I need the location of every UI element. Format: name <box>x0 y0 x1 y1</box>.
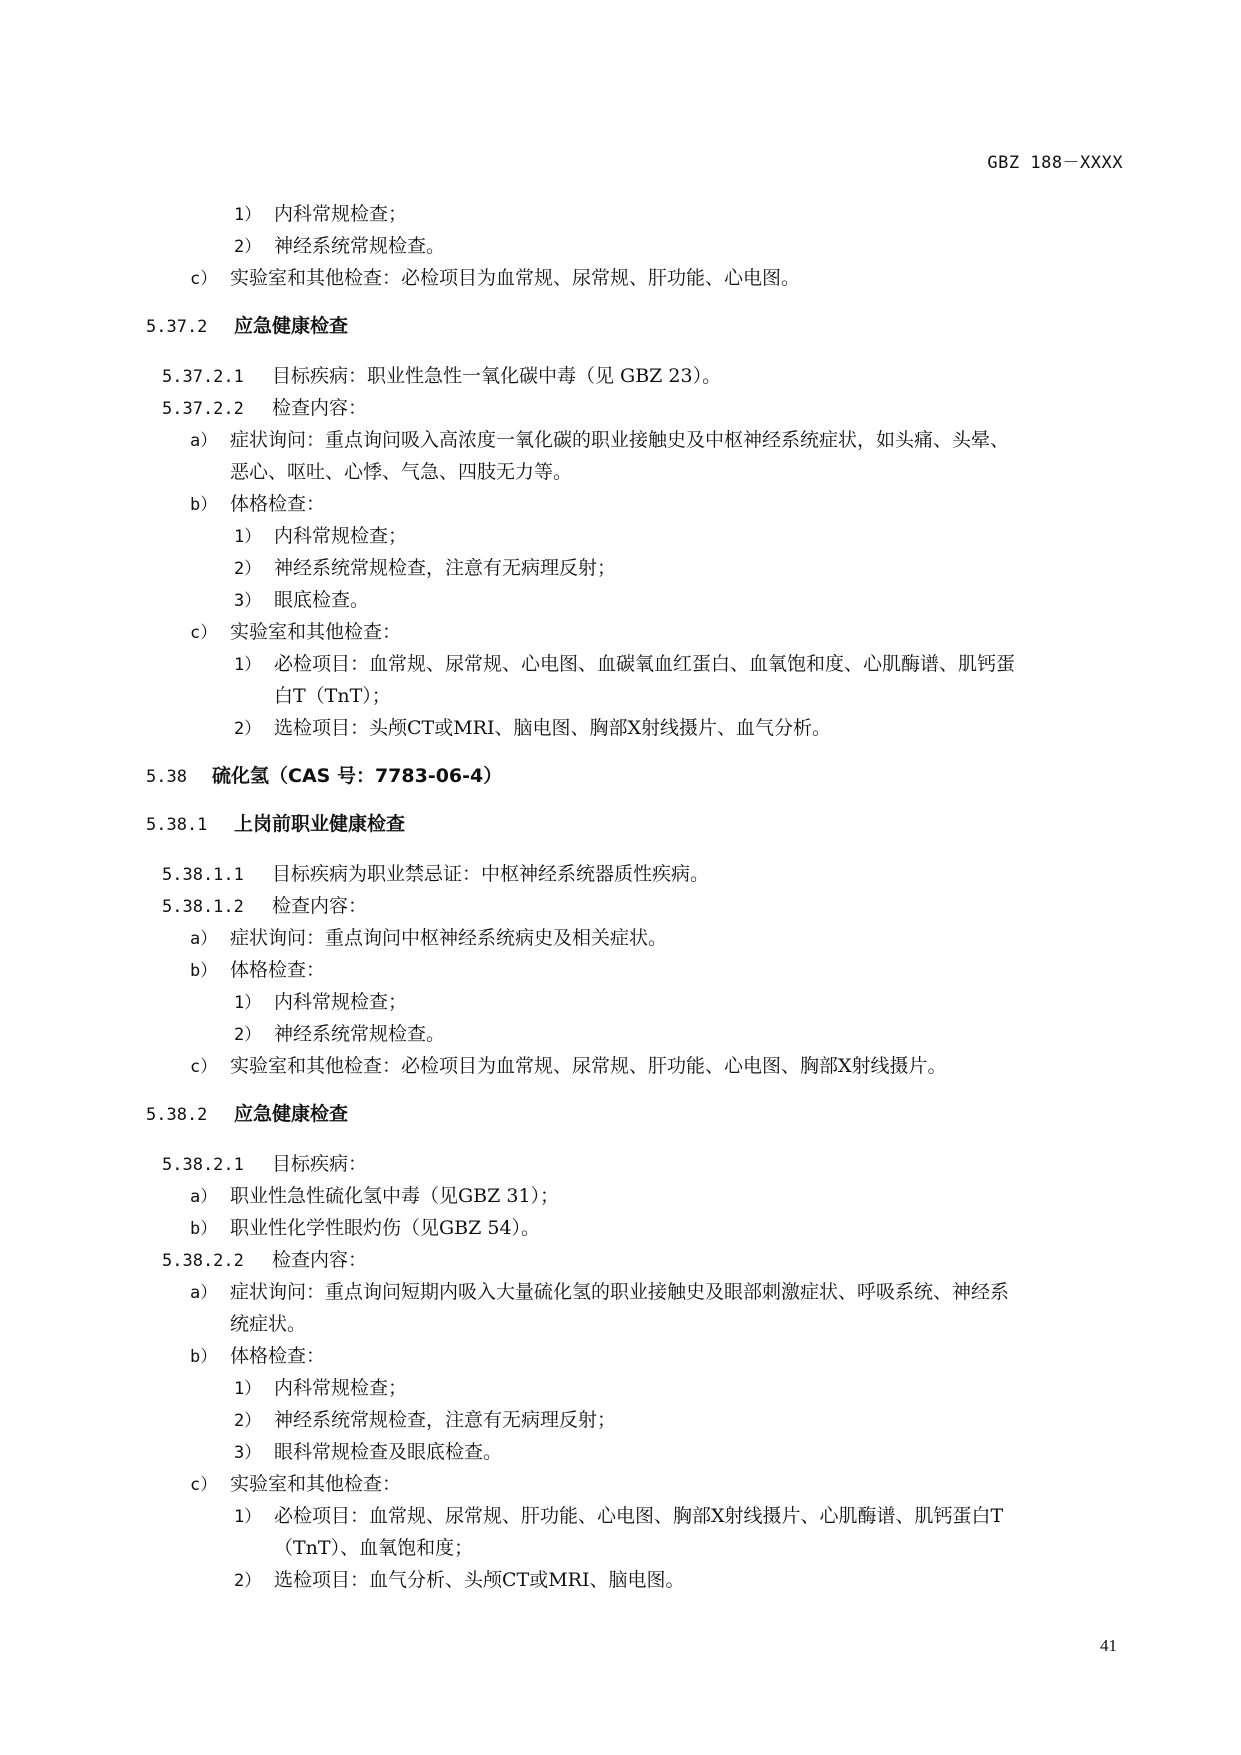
list-item: 1） 内科常规检查； <box>234 1377 408 1399</box>
list-item: 1） 必检项目：血常规、尿常规、心电图、血碳氧血红蛋白、血氧饱和度、心肌酶谱、肌钙蛋 <box>234 653 1016 675</box>
list-item: 1） 内科常规检查； <box>234 203 408 225</box>
list-item-continuation: 恶心、呕吐、心悸、气急、四肢无力等。 <box>230 461 573 483</box>
list-item: b） 体格检查： <box>190 493 326 515</box>
section-heading: 5.37.2 应急健康检查 <box>146 315 349 337</box>
list-item: c） 实验室和其他检查：必检项目为血常规、尿常规、肝功能、心电图、胸部X射线摄片。 <box>190 1055 947 1077</box>
section-heading: 5.38 硫化氢（CAS 号：7783-06-4） <box>146 765 503 787</box>
list-item: b） 职业性化学性眼灼伤（见GBZ 54）。 <box>190 1217 541 1239</box>
list-item: a） 症状询问：重点询问短期内吸入大量硫化氢的职业接触史及眼部刺激症状、呼吸系统、神经系 <box>190 1281 1010 1303</box>
list-item: a） 症状询问：重点询问中枢神经系统病史及相关症状。 <box>190 927 668 949</box>
list-item: 3） 眼科常规检查及眼底检查。 <box>234 1441 503 1463</box>
section-heading: 5.38.1 上岗前职业健康检查 <box>146 813 406 835</box>
list-item: 1） 内科常规检查； <box>234 525 408 547</box>
section-heading: 5.38.2 应急健康检查 <box>146 1103 349 1125</box>
list-item: c） 实验室和其他检查：必检项目为血常规、尿常规、肝功能、心电图。 <box>190 267 801 289</box>
list-item: 1） 内科常规检查； <box>234 991 408 1013</box>
clause-item: 5.38.1.2 检查内容： <box>162 895 368 917</box>
list-item: 1） 必检项目：血常规、尿常规、肝功能、心电图、胸部X射线摄片、心肌酶谱、肌钙蛋白T <box>234 1505 1004 1527</box>
list-item: 2） 神经系统常规检查。 <box>234 1023 446 1045</box>
list-item: 2） 选检项目：血气分析、头颅CT或MRI、脑电图。 <box>234 1569 685 1591</box>
list-item: 2） 神经系统常规检查。 <box>234 235 446 257</box>
list-item-continuation: （TnT）、血氧饱和度； <box>274 1537 474 1559</box>
clause-item: 5.38.2.1 目标疾病： <box>162 1153 368 1175</box>
list-item: a） 症状询问：重点询问吸入高浓度一氧化碳的职业接触史及中枢神经系统症状，如头痛、头晕、 <box>190 429 1010 451</box>
list-item: b） 体格检查： <box>190 959 326 981</box>
list-item: c） 实验室和其他检查： <box>190 1473 402 1495</box>
clause-item: 5.38.2.2 检查内容： <box>162 1249 368 1271</box>
list-item: 2） 神经系统常规检查，注意有无病理反射； <box>234 557 617 579</box>
clause-item: 5.37.2.2 检查内容： <box>162 397 368 419</box>
list-item: 3） 眼底检查。 <box>234 589 370 611</box>
list-item: 2） 神经系统常规检查，注意有无病理反射； <box>234 1409 617 1431</box>
list-item-continuation: 白T（TnT）； <box>274 685 391 707</box>
list-item-continuation: 统症状。 <box>230 1313 307 1335</box>
clause-item: 5.37.2.1 目标疾病：职业性急性一氧化碳中毒（见 GBZ 23）。 <box>162 365 722 387</box>
document-standard-code: GBZ 188－XXXX <box>987 153 1123 173</box>
clause-item: 5.38.1.1 目标疾病为职业禁忌证：中枢神经系统器质性疾病。 <box>162 863 710 885</box>
list-item: 2） 选检项目：头颅CT或MRI、脑电图、胸部X射线摄片、血气分析。 <box>234 717 832 739</box>
list-item: c） 实验室和其他检查： <box>190 621 402 643</box>
page-number: 41 <box>1100 1636 1117 1655</box>
list-item: a） 职业性急性硫化氢中毒（见GBZ 31）； <box>190 1185 560 1207</box>
list-item: b） 体格检查： <box>190 1345 326 1367</box>
